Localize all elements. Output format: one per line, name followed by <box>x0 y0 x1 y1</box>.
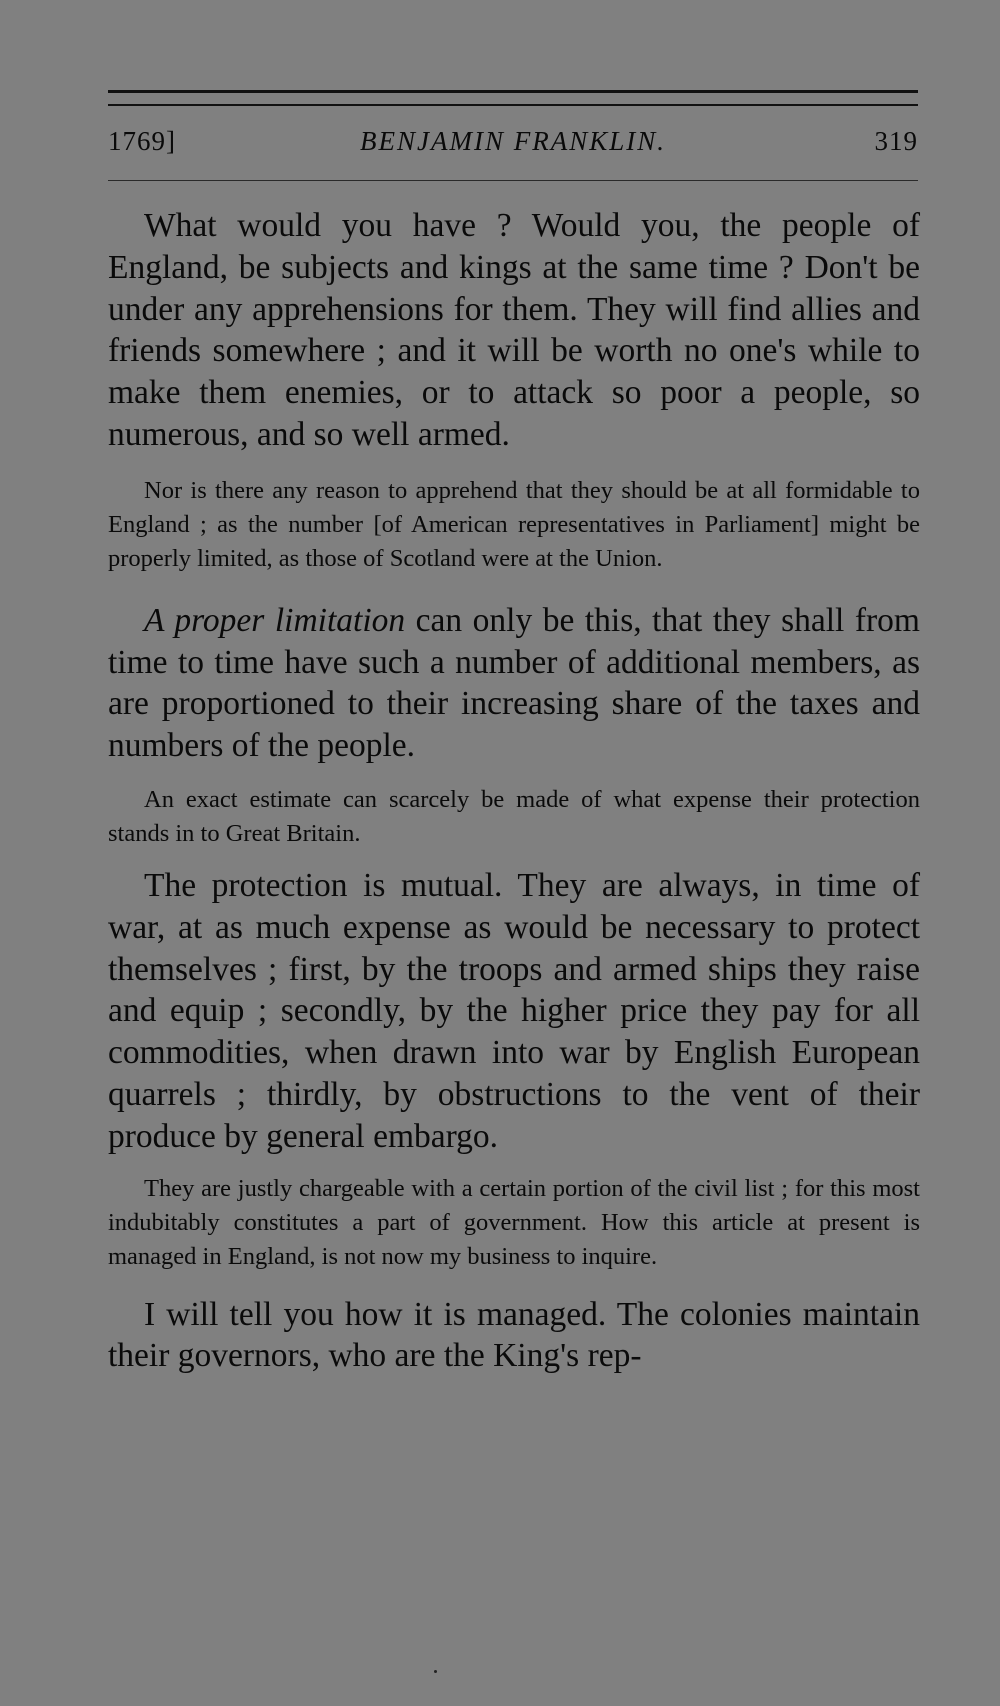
page-body <box>108 205 920 1377</box>
page-number: 319 <box>874 126 918 156</box>
header-rule <box>108 180 918 181</box>
italic-phrase: A proper limitation <box>144 601 406 639</box>
quoted-paragraph-1: Nor is there any reason to apprehend that they should be at all formidable to England ; as the number [of American representatives in Parliament] might be properly limited, as those of Scotland were at the Union. <box>108 476 920 572</box>
paragraph-franklin-4: I will tell you how it is managed. The colonies maintain their governors, who are the King's rep- <box>108 1295 920 1375</box>
header-title: BENJAMIN FRANKLIN. <box>360 126 666 156</box>
paragraph-franklin-2 <box>108 600 920 767</box>
running-header <box>108 126 918 166</box>
top-double-rule-lower <box>108 104 918 106</box>
paragraph-franklin-1: What would you have ? Would you, the people of England, be subjects and kings at the same time ? Don't be under any apprehensions for them. They will find allies and friends somewhere ; and it will be worth no one's while to make them enemies, or to attack so poor a people, so numerous, and so well armed. <box>108 207 920 453</box>
quoted-paragraph-2: An exact estimate can scarcely be made of what expense their protection stands in to Great Britain. <box>108 785 920 847</box>
paragraph-franklin-3: The protection is mutual. They are always, in time of war, at as much expense as would be necessary to protect themselves ; first, by the troops and armed ships they raise and equip ; secondly, by the higher price they pay for all commodities, when drawn into war by English European quarrels ; thirdly, by obstructions to the vent of their produce by general embargo. <box>108 866 920 1155</box>
quoted-paragraph-3: They are justly chargeable with a certain portion of the civil list ; for this most indubitably constitutes a part of government. How this article at present is managed in England, is not now my business to inquire. <box>108 1174 920 1270</box>
top-double-rule-upper <box>108 90 918 93</box>
paragraph-franklin-2-rest: can only be this, that they shall from time to time have such a number of additional members, as are proportioned to their increasing share of the taxes and numbers of the people. <box>108 601 920 765</box>
header-year: 1769] <box>108 126 176 156</box>
page-speck <box>434 1670 437 1673</box>
